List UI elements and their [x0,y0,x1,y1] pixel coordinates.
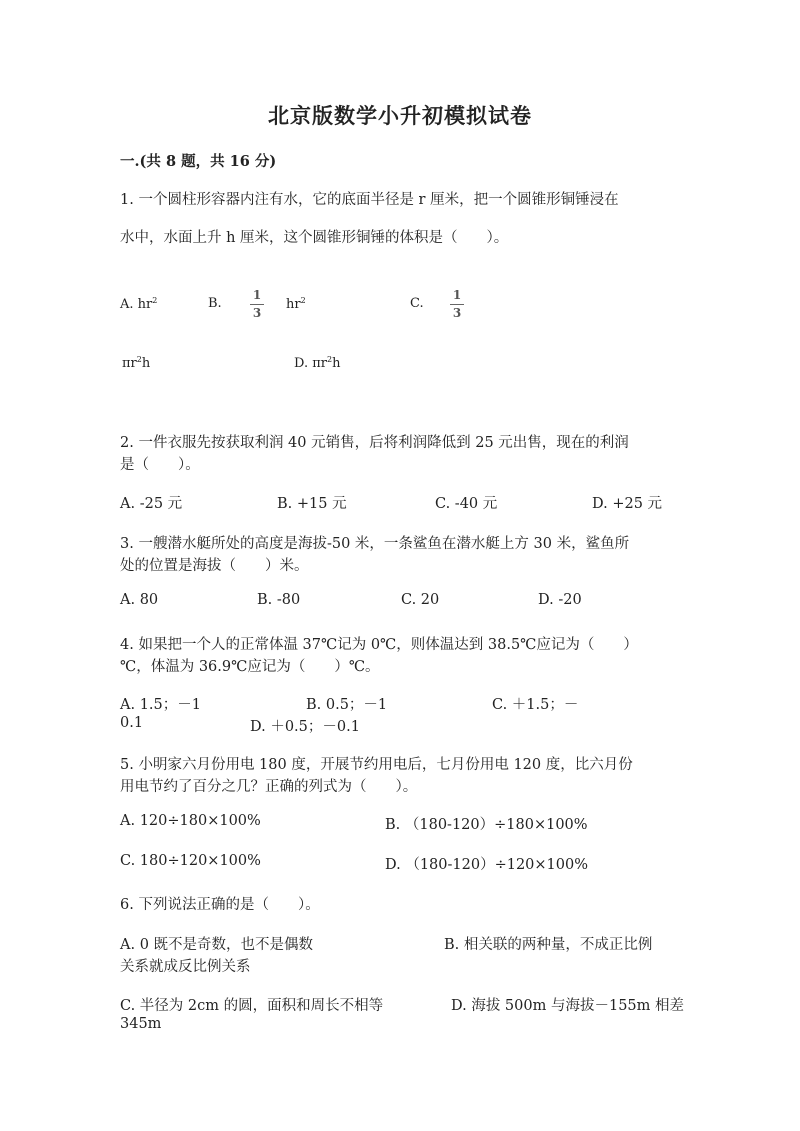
q3-option-c[interactable]: C. 20 [401,592,440,608]
q4-option-d[interactable]: D. ＋0.5；－0.1 [250,719,360,735]
q1-option-a-base: hr [137,297,153,312]
q3-option-d[interactable]: D. -20 [538,592,582,608]
q5-option-b[interactable]: B. （180-120）÷180×100% [385,817,588,833]
q5-option-d[interactable]: D. （180-120）÷120×100% [385,857,589,873]
q2-line2: 是（ ）。 [120,457,200,473]
q4-option-a[interactable]: A. 1.5；－1 [120,697,201,713]
q6-option-c[interactable]: C. 半径为 2cm 的圆，面积和周长不相等 [120,998,384,1014]
q5-option-c[interactable]: C. 180÷120×100% [120,853,261,869]
page-title: 北京版数学小升初模拟试卷 [268,103,532,128]
q4-option-c[interactable]: C. ＋1.5；－ [492,697,579,713]
q2-option-a[interactable]: A. -25 元 [120,496,183,512]
q2-line1: 2. 一件衣服先按获取利润 40 元销售，后将利润降低到 25 元出售，现在的利润 [120,435,629,451]
q1-option-b-fraction [250,289,264,320]
q1-option-b-base: hr [286,297,301,312]
q1-option-c-continuation [122,355,150,371]
q6-option-d[interactable]: D. 海拔 500m 与海拔－155m 相差 [451,998,685,1014]
q2-option-d[interactable]: D. +25 元 [592,496,663,512]
q4-line2: ℃，体温为 36.9℃应记为（ ）℃。 [120,659,380,675]
q4-option-c-continuation: 0.1 [120,715,144,731]
q1-option-d[interactable] [294,355,340,371]
q4-line1: 4. 如果把一个人的正常体温 37℃记为 0℃，则体温达到 38.5℃应记为（ ） [120,637,638,653]
fraction-bar [250,304,264,305]
q6-option-a[interactable]: A. 0 既不是奇数，也不是偶数 [120,937,314,953]
q5-line1: 5. 小明家六月份用电 180 度，开展节约用电后，七月份用电 120 度，比六月份 [120,757,633,773]
q4-option-b[interactable]: B. 0.5；－1 [306,697,388,713]
q1-option-a-label: A. [120,297,134,312]
h: h [141,356,151,371]
exponent: 2 [300,296,306,305]
q1-option-d-label: D. [294,356,309,371]
q1-option-c-fraction [450,289,464,320]
pi-r: πr [312,356,327,371]
q5-option-a[interactable]: A. 120÷180×100% [120,813,261,829]
fraction-denominator: 3 [252,306,262,320]
fraction-bar [450,304,464,305]
q6-option-b[interactable]: B. 相关联的两种量，不成正比例 [444,937,653,953]
q1-line1: 1. 一个圆柱形容器内注有水，它的底面半径是 r 厘米，把一个圆锥形铜锤浸在 [120,192,619,208]
q6-option-b-continuation: 关系就成反比例关系 [120,959,251,975]
q1-option-b-label[interactable]: B. [208,296,222,311]
q6-option-d-continuation: 345m [120,1016,162,1032]
fraction-denominator: 3 [452,306,462,320]
fraction-numerator: 1 [452,288,462,302]
q5-line2: 用电节约了百分之几？正确的列式为（ ）。 [120,779,418,795]
q1-option-b-text [286,296,306,312]
q3-option-a[interactable]: A. 80 [120,592,159,608]
q3-line1: 3. 一艘潜水艇所处的高度是海拔-50 米，一条鲨鱼在潜水艇上方 30 米，鲨鱼所 [120,536,630,552]
q1-option-c-label[interactable]: C. [410,296,424,311]
pi-r: πr [122,356,137,371]
q1-line2: 水中，水面上升 h 厘米，这个圆锥形铜锤的体积是（ ）。 [120,230,509,246]
h: h [332,356,341,371]
q1-option-a[interactable] [120,296,157,312]
fraction-numerator: 1 [252,288,262,302]
q3-option-b[interactable]: B. -80 [257,592,301,608]
q3-line2: 处的位置是海拔（ ）米。 [120,558,309,574]
section-heading: 一.(共 8 题，共 16 分) [120,153,277,170]
q2-option-b[interactable]: B. +15 元 [277,496,347,512]
q6-line1: 6. 下列说法正确的是（ ）。 [120,897,320,913]
exponent: 2 [152,296,158,305]
exponent: 2 [136,355,142,364]
q2-option-c[interactable]: C. -40 元 [435,496,498,512]
exponent: 2 [327,355,333,364]
